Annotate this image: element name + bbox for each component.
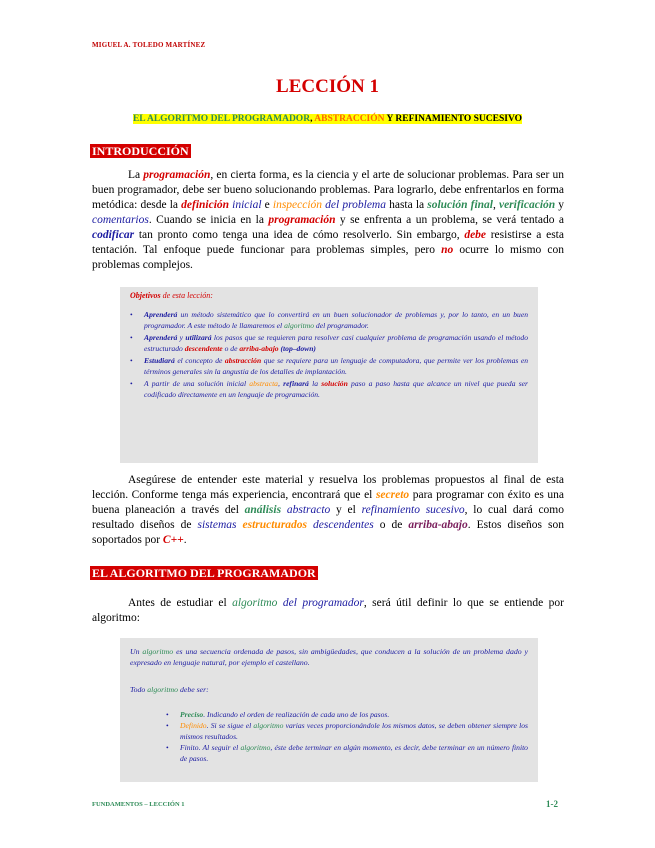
keyword: descendente <box>184 344 223 353</box>
text: resistirse a esta tentación. Tal enfoque puede funcionar para problemas simples, pero <box>92 229 564 256</box>
text: y se enfrenta a un problema, se verá tentado a <box>335 214 564 226</box>
keyword: refinará <box>283 379 309 388</box>
keyword: del programador <box>282 597 364 609</box>
requirements-intro <box>130 685 209 694</box>
keyword: algoritmo <box>232 597 278 609</box>
keyword: algoritmo <box>284 321 315 330</box>
section-heading-intro <box>90 142 191 160</box>
keyword: abstracción <box>224 356 262 365</box>
text: o de <box>373 519 409 531</box>
text: La <box>128 169 144 181</box>
keyword: solución <box>321 379 348 388</box>
keyword: análisis <box>244 504 282 516</box>
keyword: Finito <box>180 743 199 752</box>
lesson-title: LECCIÓN 1 <box>276 76 379 97</box>
keyword: refinamiento sucesivo <box>361 504 465 516</box>
keyword: abstracta <box>249 379 278 388</box>
keyword: (top–down) <box>278 344 316 353</box>
text: . Si se sigue el <box>206 721 254 730</box>
text: y <box>555 199 565 211</box>
objectives-title-rest: de esta lección: <box>160 291 213 300</box>
page-number: 1-2 <box>546 799 558 809</box>
keyword: comentarios <box>92 214 149 226</box>
keyword: debe <box>464 229 487 241</box>
keyword: algoritmo <box>147 685 179 694</box>
footer-course-label: FUNDAMENTOS – LECCIÓN 1 <box>92 801 185 808</box>
requirements-list <box>166 709 528 764</box>
list-item <box>130 355 528 377</box>
keyword: algoritmo <box>142 647 174 656</box>
keyword: Aprenderá <box>144 310 178 319</box>
objectives-title-bold: Objetivos <box>130 291 161 300</box>
list-item <box>130 332 528 354</box>
keyword: estructurados <box>242 519 308 531</box>
section-heading-intro-text: INTRODUCCIÓN <box>92 144 189 158</box>
text: . Cuando se inicia en la <box>148 214 269 226</box>
intro-paragraph <box>92 168 564 273</box>
text: , en cierta forma, es la ciencia y el arte de solucionar problemas. Para ser un buen programador, debe ser bueno solucionando problemas. Para lograrlo, debe enfrentarlos en forma metódica: desde la <box>92 169 564 211</box>
study-paragraph <box>92 473 564 548</box>
list-item <box>166 720 528 742</box>
keyword: Estudiará <box>144 356 175 365</box>
running-header-author: MIGUEL A. TOLEDO MARTÍNEZ <box>92 41 206 49</box>
keyword: descendentes <box>313 519 374 531</box>
text: paso a paso hasta que alcance un nivel que pueda ser codificado directamente en un lenguaje de programación. <box>144 379 528 399</box>
list-item <box>166 742 528 764</box>
text: tan pronto como tenga una idea de cómo resolverlo. Sin embargo, <box>134 229 465 241</box>
list-item <box>130 309 528 331</box>
keyword: secreto <box>375 489 410 501</box>
text: e <box>261 199 273 211</box>
subtitle-part-a: EL ALGORITMO DEL PROGRAMADOR <box>132 114 311 124</box>
keyword: definición <box>181 199 230 211</box>
keyword: verificación <box>498 199 556 211</box>
keyword: arriba-abajo <box>239 344 279 353</box>
text: o de <box>222 344 240 353</box>
text: Asegúrese de entender este material y resuelva los problemas propuestos al final de esta lección. Conforme tenga más experiencia, encontrará que el <box>92 474 564 501</box>
keyword: arriba-abajo <box>408 519 468 531</box>
keyword: utilizará <box>185 333 212 342</box>
keyword: C++ <box>162 534 184 546</box>
text: . Estos diseños son soportados por <box>92 519 564 546</box>
subtitle-sep: , <box>310 114 315 124</box>
keyword: del problema <box>322 199 386 211</box>
section-heading-algorithm <box>90 564 318 582</box>
keyword: Definido <box>180 721 207 730</box>
text: , éste debe terminar en algún momento, es decir, debe terminar en un número finito de pasos. <box>180 743 528 763</box>
text: , lo cual dará como resultado diseños de <box>92 504 564 531</box>
keyword: final <box>470 199 493 211</box>
keyword: Preciso <box>180 710 204 719</box>
keyword: inicial <box>232 199 262 211</box>
algorithm-paragraph <box>92 596 564 626</box>
text: debe ser: <box>178 685 209 694</box>
text: Un <box>130 647 143 656</box>
list-item <box>166 709 528 720</box>
subtitle-part-c: Y REFINAMIENTO SUCESIVO <box>384 114 523 124</box>
keyword: Aprenderá <box>144 333 178 342</box>
section-heading-algorithm-text: EL ALGORITMO DEL PROGRAMADOR <box>92 566 316 580</box>
text: los pasos que se requieren para resolver casi cualquier problema de programación usando el método estructurado <box>144 333 528 353</box>
subtitle-part-b: ABSTRACCIÓN <box>314 114 385 124</box>
text: . Indicando el orden de realización de cada uno de los pasos. <box>203 710 390 719</box>
text: , será útil definir lo que se entiende por algoritmo: <box>92 597 565 624</box>
algorithm-definition <box>130 646 528 668</box>
keyword: programación <box>143 169 211 181</box>
keyword: programación <box>268 214 336 226</box>
definition-box <box>120 638 538 782</box>
keyword: sistemas <box>197 519 237 531</box>
text: . Al seguir el <box>198 743 241 752</box>
objectives-title <box>130 291 213 300</box>
text: del programador. <box>314 321 369 330</box>
text: . <box>183 534 187 546</box>
text: A partir de una solución inicial <box>144 379 250 388</box>
list-item <box>130 378 528 400</box>
keyword: no <box>441 244 454 256</box>
keyword: codificar <box>92 229 135 241</box>
text: y el <box>330 504 362 516</box>
text: el concepto de <box>174 356 225 365</box>
text: para programar con éxito es una buena planeación a través del <box>92 489 564 516</box>
text: Todo <box>130 685 148 694</box>
text: , <box>277 379 284 388</box>
text: , <box>492 199 499 211</box>
text: es una secuencia ordenada de pasos, sin ambigüedades, que conducen a la solución de un problema dado y expresado en lenguaje natural, por ejemplo el castellano. <box>130 647 528 667</box>
keyword: algoritmo <box>253 721 284 730</box>
text: y <box>177 333 186 342</box>
text: Antes de estudiar el <box>128 597 233 609</box>
objectives-list <box>130 309 528 401</box>
keyword: solución <box>427 199 468 211</box>
keyword: inspección <box>272 199 323 211</box>
keyword: abstracto <box>286 504 331 516</box>
text: que se requiere para un lenguaje de computadora, que permite ver los problemas en términos generales sin la angustia de los detalles de implantación. <box>144 356 528 376</box>
text: varias veces proporcionándole los mismos datos, se deben obtener siempre los mismos resultados. <box>180 721 528 741</box>
lesson-subtitle <box>0 114 655 124</box>
text: ocurre lo mismo con problemas complejos. <box>92 244 564 271</box>
text: hasta la <box>385 199 428 211</box>
objectives-box <box>120 287 538 463</box>
keyword: algoritmo <box>240 743 271 752</box>
text: la <box>308 379 322 388</box>
text: un método sistemático que lo convertirá en un buen solucionador de problemas y, por lo tanto, en un buen programador. A este método le llamaremos el <box>144 310 528 330</box>
